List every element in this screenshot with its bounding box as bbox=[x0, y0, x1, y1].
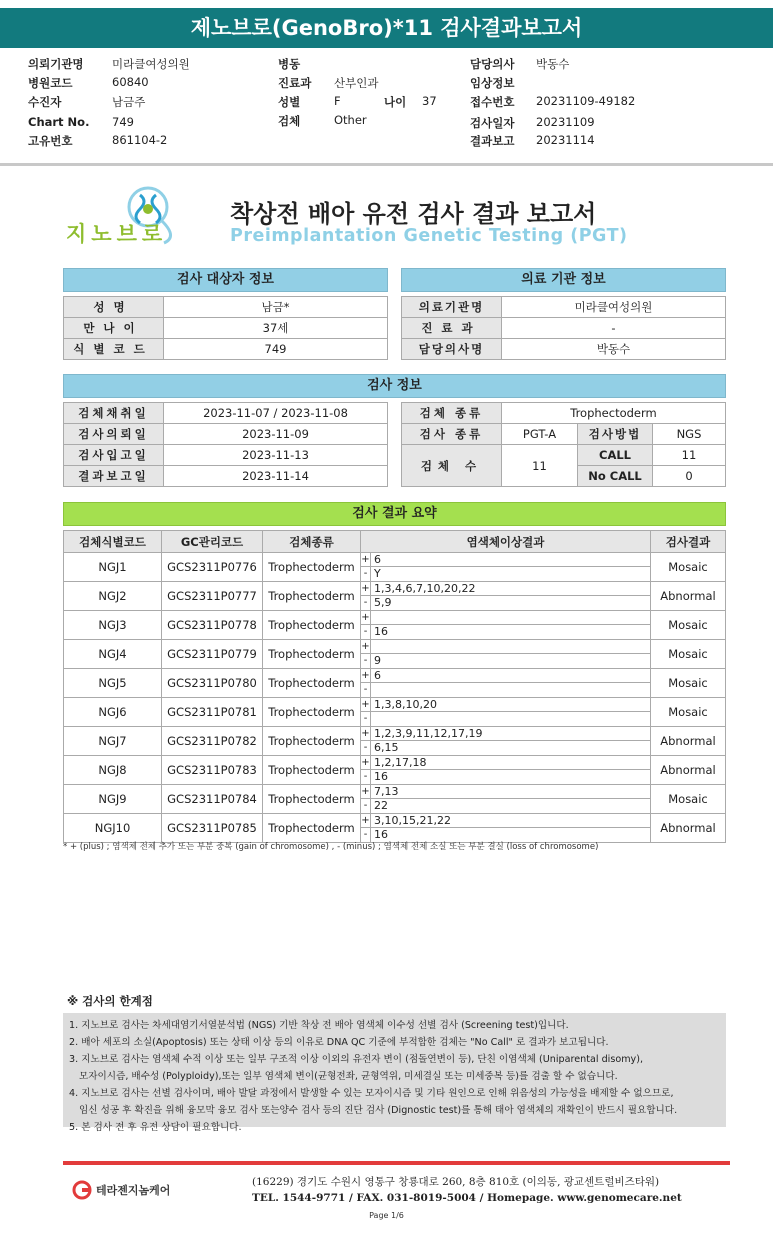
subject-info-band: 검사 대상자 정보 bbox=[63, 268, 388, 292]
table-row bbox=[64, 553, 726, 582]
result-cell: Abnormal bbox=[651, 756, 726, 785]
chromosome-result-cell bbox=[361, 814, 651, 843]
collection-date-value: 2023-11-07 / 2023-11-08 bbox=[164, 403, 388, 424]
meta-value: 박동수 bbox=[536, 57, 570, 71]
page-number: Page 1/6 bbox=[369, 1211, 404, 1220]
column-header: 염색체이상결과 bbox=[361, 531, 651, 553]
minus-sign: - bbox=[361, 799, 371, 813]
specimen-id-cell: NGJ10 bbox=[64, 814, 162, 843]
meta-label: 의뢰기관명 bbox=[28, 57, 84, 71]
gc-code-cell: GCS2311P0785 bbox=[162, 814, 263, 843]
gain-chromosomes: 6 bbox=[374, 669, 381, 682]
table-row bbox=[64, 582, 726, 611]
limitation-item: 1. 지노브로 검사는 차세대염기서열분석법 (NGS) 기반 착상 전 배아 염색체 이수성 선별 검사 (Screening test)입니다. bbox=[69, 1020, 569, 1031]
meta-label: 결과보고 bbox=[470, 134, 515, 148]
table-row bbox=[64, 403, 388, 424]
specimen-type-cell: Trophectoderm bbox=[263, 553, 361, 582]
plus-sign: + bbox=[361, 728, 370, 739]
minus-sign: - bbox=[361, 712, 371, 726]
specimen-type-label: 검체 종류 bbox=[402, 403, 502, 424]
minus-sign: - bbox=[361, 828, 371, 842]
gain-chromosomes: 7,13 bbox=[374, 785, 399, 798]
table-row bbox=[402, 445, 726, 466]
chromosome-result-cell bbox=[361, 582, 651, 611]
meta-value: F bbox=[334, 94, 341, 108]
specimen-id-cell: NGJ9 bbox=[64, 785, 162, 814]
plus-sign: + bbox=[361, 786, 370, 797]
company-contact: TEL. 1544-9771 / FAX. 031-8019-5004 / Homepage. www.genomecare.net bbox=[252, 1192, 682, 1204]
chromosome-result-cell bbox=[361, 553, 651, 582]
column-header: 검사결과 bbox=[651, 531, 726, 553]
minus-sign: - bbox=[361, 567, 371, 581]
specimen-type-value: Trophectoderm bbox=[502, 403, 726, 424]
chromosome-result-cell bbox=[361, 756, 651, 785]
specimen-type-cell: Trophectoderm bbox=[263, 727, 361, 756]
footer-divider bbox=[63, 1161, 730, 1165]
meta-label: 담당의사 bbox=[470, 57, 515, 71]
loss-row bbox=[361, 567, 650, 581]
report-title: 착상전 배아 유전 검사 결과 보고서 bbox=[230, 200, 597, 228]
result-cell: Abnormal bbox=[651, 582, 726, 611]
minus-sign: - bbox=[361, 625, 371, 639]
subject-age-label: 만나이 bbox=[64, 318, 164, 339]
gc-code-cell: GCS2311P0780 bbox=[162, 669, 263, 698]
gain-row bbox=[361, 756, 650, 770]
meta-label: 임상정보 bbox=[470, 76, 515, 90]
plus-sign: + bbox=[361, 583, 370, 594]
meta-label: 접수번호 bbox=[470, 95, 515, 109]
specimen-id-cell: NGJ3 bbox=[64, 611, 162, 640]
doctor-value: 박동수 bbox=[502, 339, 726, 360]
nocall-value: 0 bbox=[653, 466, 726, 487]
result-cell: Mosaic bbox=[651, 553, 726, 582]
loss-chromosomes: 6,15 bbox=[374, 741, 399, 754]
department-label: 진료과 bbox=[402, 318, 502, 339]
gain-row bbox=[361, 814, 650, 828]
loss-row bbox=[361, 683, 650, 697]
meta-label: 고유번호 bbox=[28, 134, 73, 148]
gain-chromosomes: 3,10,15,21,22 bbox=[374, 814, 451, 827]
meta-value: 20231109-49182 bbox=[536, 94, 636, 108]
request-date-label: 검사의뢰일 bbox=[64, 424, 164, 445]
gain-chromosomes bbox=[371, 640, 374, 653]
result-cell: Mosaic bbox=[651, 785, 726, 814]
method-label: 검사방법 bbox=[578, 424, 653, 445]
specimen-type-cell: Trophectoderm bbox=[263, 814, 361, 843]
meta-value: 산부인과 bbox=[334, 76, 379, 90]
gain-row bbox=[361, 553, 650, 567]
table-row bbox=[64, 785, 726, 814]
gain-row bbox=[361, 727, 650, 741]
minus-sign: - bbox=[361, 596, 371, 610]
table-row bbox=[64, 756, 726, 785]
logo-text: 지노브로 bbox=[66, 222, 168, 246]
limitation-item: 2. 배아 세포의 소실(Apoptosis) 또는 상태 이상 등의 이유로 DNA QC 기준에 부적합한 검체는 "No Call" 로 결과가 보고됩니다. bbox=[69, 1037, 609, 1048]
subject-info-table bbox=[63, 296, 388, 360]
report-date-value: 2023-11-14 bbox=[164, 466, 388, 487]
department-value: - bbox=[502, 318, 726, 339]
meta-label: 성별 bbox=[278, 95, 301, 109]
report-date-label: 결과보고일 bbox=[64, 466, 164, 487]
specimen-count-value: 11 bbox=[502, 445, 578, 487]
meta-label: Chart No. bbox=[28, 115, 90, 129]
chromosome-result-cell bbox=[361, 785, 651, 814]
nocall-label: No CALL bbox=[578, 466, 653, 487]
gain-chromosomes: 1,2,3,9,11,12,17,19 bbox=[374, 727, 483, 740]
gc-code-cell: GCS2311P0781 bbox=[162, 698, 263, 727]
loss-chromosomes: Y bbox=[374, 567, 381, 580]
loss-chromosomes: 9 bbox=[374, 654, 381, 667]
plus-sign: + bbox=[361, 612, 370, 623]
request-date-value: 2023-11-09 bbox=[164, 424, 388, 445]
company-logo-icon bbox=[72, 1180, 92, 1200]
table-header-row bbox=[64, 531, 726, 553]
subject-name-value: 남금* bbox=[164, 297, 388, 318]
meta-label: 진료과 bbox=[278, 76, 312, 90]
limitation-item: 5. 본 검사 전 후 유전 상담이 필요합니다. bbox=[69, 1122, 242, 1133]
plus-sign: + bbox=[361, 757, 370, 768]
gain-chromosomes bbox=[371, 611, 374, 624]
test-info-band: 검사 정보 bbox=[63, 374, 726, 398]
loss-chromosomes: 16 bbox=[374, 828, 388, 841]
gain-row bbox=[361, 611, 650, 625]
table-row bbox=[64, 611, 726, 640]
specimen-type-cell: Trophectoderm bbox=[263, 756, 361, 785]
limitation-item: 모자이시즘, 배수성 (Polyploidy),또는 일부 염색체 변이(균형전좌, 균형역위, 미세결실 또는 미세중복 등)를 검출 할 수 없습니다. bbox=[79, 1071, 618, 1082]
plus-sign: + bbox=[361, 699, 370, 710]
result-cell: Mosaic bbox=[651, 611, 726, 640]
receipt-date-label: 검사입고일 bbox=[64, 445, 164, 466]
loss-chromosomes: 22 bbox=[374, 799, 388, 812]
specimen-type-cell: Trophectoderm bbox=[263, 582, 361, 611]
table-row bbox=[64, 424, 388, 445]
table-row bbox=[64, 640, 726, 669]
specimen-id-cell: NGJ5 bbox=[64, 669, 162, 698]
report-subtitle: Preimplantation Genetic Testing (PGT) bbox=[230, 226, 628, 246]
result-cell: Abnormal bbox=[651, 814, 726, 843]
minus-sign: - bbox=[361, 741, 371, 755]
specimen-type-cell: Trophectoderm bbox=[263, 669, 361, 698]
chromosome-result-cell bbox=[361, 611, 651, 640]
limitation-item: 4. 지노브로 검사는 선별 검사이며, 배아 발달 과정에서 발생할 수 있는 모자이시즘 및 기타 원인으로 인해 위음성의 가능성을 배제할 수 없으므로, bbox=[69, 1088, 674, 1099]
gain-row bbox=[361, 582, 650, 596]
result-summary-table bbox=[63, 530, 726, 843]
meta-value: 60840 bbox=[112, 75, 149, 89]
chromosome-result-cell bbox=[361, 698, 651, 727]
meta-value: 861104-2 bbox=[112, 133, 168, 147]
gc-code-cell: GCS2311P0778 bbox=[162, 611, 263, 640]
meta-value: 37 bbox=[422, 94, 437, 108]
meta-value: 20231114 bbox=[536, 133, 595, 147]
loss-row bbox=[361, 625, 650, 639]
table-row bbox=[402, 339, 726, 360]
limitations-box bbox=[63, 1013, 726, 1133]
result-summary-band: 검사 결과 요약 bbox=[63, 502, 726, 526]
institution-info-band: 의료 기관 정보 bbox=[401, 268, 726, 292]
meta-label: 병원코드 bbox=[28, 76, 73, 90]
chromosome-result-cell bbox=[361, 669, 651, 698]
report-header-title: 제노브로(GenoBro)*11 검사결과보고서 bbox=[0, 8, 773, 48]
limitations-title: ※ 검사의 한계점 bbox=[67, 994, 153, 1008]
method-value: NGS bbox=[653, 424, 726, 445]
loss-chromosomes bbox=[371, 683, 374, 697]
table-row bbox=[64, 669, 726, 698]
plus-sign: + bbox=[361, 641, 370, 652]
gc-code-cell: GCS2311P0783 bbox=[162, 756, 263, 785]
limitation-item: 임신 성공 후 확진을 위해 융모막 융모 검사 또는양수 검사 등의 진단 검사 (Dignostic test)를 통해 태아 염색체의 재확인이 반드시 필요합니다. bbox=[79, 1105, 678, 1116]
subject-id-label: 식별코드 bbox=[64, 339, 164, 360]
receipt-date-value: 2023-11-13 bbox=[164, 445, 388, 466]
loss-row bbox=[361, 770, 650, 784]
table-row bbox=[64, 698, 726, 727]
gc-code-cell: GCS2311P0779 bbox=[162, 640, 263, 669]
table-row bbox=[402, 403, 726, 424]
meta-value: 749 bbox=[112, 115, 134, 129]
meta-value: 남금주 bbox=[112, 95, 146, 109]
doctor-label: 담당의사명 bbox=[402, 339, 502, 360]
specimen-id-cell: NGJ1 bbox=[64, 553, 162, 582]
specimen-count-label: 검체 수 bbox=[402, 445, 502, 487]
loss-chromosomes: 16 bbox=[374, 770, 388, 783]
result-cell: Abnormal bbox=[651, 727, 726, 756]
footnote: * + (plus) ; 염색체 전체 추가 또는 부분 중복 (gain of chromosome) , - (minus) ; 염색체 전체 소실 또는 부분 결실 (loss of chromosome) bbox=[63, 842, 599, 852]
result-cell: Mosaic bbox=[651, 669, 726, 698]
specimen-id-cell: NGJ4 bbox=[64, 640, 162, 669]
table-row bbox=[402, 424, 726, 445]
loss-row bbox=[361, 799, 650, 813]
gain-chromosomes: 1,3,4,6,7,10,20,22 bbox=[374, 582, 476, 595]
chromosome-result-cell bbox=[361, 640, 651, 669]
plus-sign: + bbox=[361, 670, 370, 681]
meta-label: 검체 bbox=[278, 114, 301, 128]
chromosome-result-cell bbox=[361, 727, 651, 756]
table-row bbox=[402, 318, 726, 339]
table-row bbox=[64, 466, 388, 487]
meta-label: 수진자 bbox=[28, 95, 62, 109]
meta-label: 검사일자 bbox=[470, 116, 515, 130]
specimen-id-cell: NGJ8 bbox=[64, 756, 162, 785]
meta-label: 병동 bbox=[278, 57, 301, 71]
loss-chromosomes: 16 bbox=[374, 625, 388, 638]
gain-row bbox=[361, 785, 650, 799]
gain-chromosomes: 1,2,17,18 bbox=[374, 756, 427, 769]
specimen-id-cell: NGJ7 bbox=[64, 727, 162, 756]
table-row bbox=[64, 727, 726, 756]
table-row bbox=[64, 318, 388, 339]
gain-row bbox=[361, 698, 650, 712]
loss-chromosomes bbox=[371, 712, 374, 726]
company-name: 테라젠지놈케어 bbox=[96, 1184, 171, 1197]
specimen-type-cell: Trophectoderm bbox=[263, 611, 361, 640]
meta-label: 나이 bbox=[384, 95, 407, 109]
call-value: 11 bbox=[653, 445, 726, 466]
call-label: CALL bbox=[578, 445, 653, 466]
institution-info-table bbox=[401, 296, 726, 360]
table-row bbox=[64, 814, 726, 843]
table-row bbox=[402, 297, 726, 318]
subject-name-label: 성명 bbox=[64, 297, 164, 318]
gain-row bbox=[361, 640, 650, 654]
table-row bbox=[64, 445, 388, 466]
loss-row bbox=[361, 654, 650, 668]
plus-sign: + bbox=[361, 554, 370, 565]
collection-date-label: 검체채취일 bbox=[64, 403, 164, 424]
minus-sign: - bbox=[361, 770, 371, 784]
specimen-id-cell: NGJ2 bbox=[64, 582, 162, 611]
specimen-id-cell: NGJ6 bbox=[64, 698, 162, 727]
result-cell: Mosaic bbox=[651, 698, 726, 727]
test-dates-table bbox=[63, 402, 388, 487]
column-header: GC관리코드 bbox=[162, 531, 263, 553]
column-header: 검체식별코드 bbox=[64, 531, 162, 553]
specimen-type-cell: Trophectoderm bbox=[263, 785, 361, 814]
gain-chromosomes: 1,3,8,10,20 bbox=[374, 698, 437, 711]
table-row bbox=[64, 339, 388, 360]
report-meta bbox=[28, 56, 758, 156]
limitation-item: 3. 지노브로 검사는 염색체 수적 이상 또는 일부 구조적 이상 이외의 유전자 변이 (점돌연변이 등), 단친 이염색체 (Uniparental disomy), bbox=[69, 1054, 644, 1065]
institution-name-label: 의료기관명 bbox=[402, 297, 502, 318]
gain-row bbox=[361, 669, 650, 683]
gain-chromosomes: 6 bbox=[374, 553, 381, 566]
result-cell: Mosaic bbox=[651, 640, 726, 669]
subject-id-value: 749 bbox=[164, 339, 388, 360]
test-type-value: PGT-A bbox=[502, 424, 578, 445]
minus-sign: - bbox=[361, 654, 371, 668]
loss-chromosomes: 5,9 bbox=[374, 596, 392, 609]
meta-value: 미라클여성의원 bbox=[112, 57, 190, 71]
institution-name-value: 미라클여성의원 bbox=[502, 297, 726, 318]
table-row bbox=[64, 297, 388, 318]
specimen-type-cell: Trophectoderm bbox=[263, 698, 361, 727]
company-address: (16229) 경기도 수원시 영통구 창룡대로 260, 8층 810호 (이의동, 광교센트럴비즈타워) bbox=[252, 1176, 660, 1188]
test-specimen-table bbox=[401, 402, 726, 487]
divider bbox=[0, 163, 773, 166]
minus-sign: - bbox=[361, 683, 371, 697]
gc-code-cell: GCS2311P0784 bbox=[162, 785, 263, 814]
loss-row bbox=[361, 712, 650, 726]
loss-row bbox=[361, 596, 650, 610]
company-logo bbox=[72, 1180, 170, 1200]
gc-code-cell: GCS2311P0776 bbox=[162, 553, 263, 582]
test-type-label: 검사 종류 bbox=[402, 424, 502, 445]
gc-code-cell: GCS2311P0782 bbox=[162, 727, 263, 756]
plus-sign: + bbox=[361, 815, 370, 826]
gc-code-cell: GCS2311P0777 bbox=[162, 582, 263, 611]
loss-row bbox=[361, 741, 650, 755]
meta-value: Other bbox=[334, 113, 367, 127]
subject-age-value: 37세 bbox=[164, 318, 388, 339]
column-header: 검체종류 bbox=[263, 531, 361, 553]
company-address-block bbox=[252, 1174, 682, 1206]
specimen-type-cell: Trophectoderm bbox=[263, 640, 361, 669]
meta-value: 20231109 bbox=[536, 115, 595, 129]
